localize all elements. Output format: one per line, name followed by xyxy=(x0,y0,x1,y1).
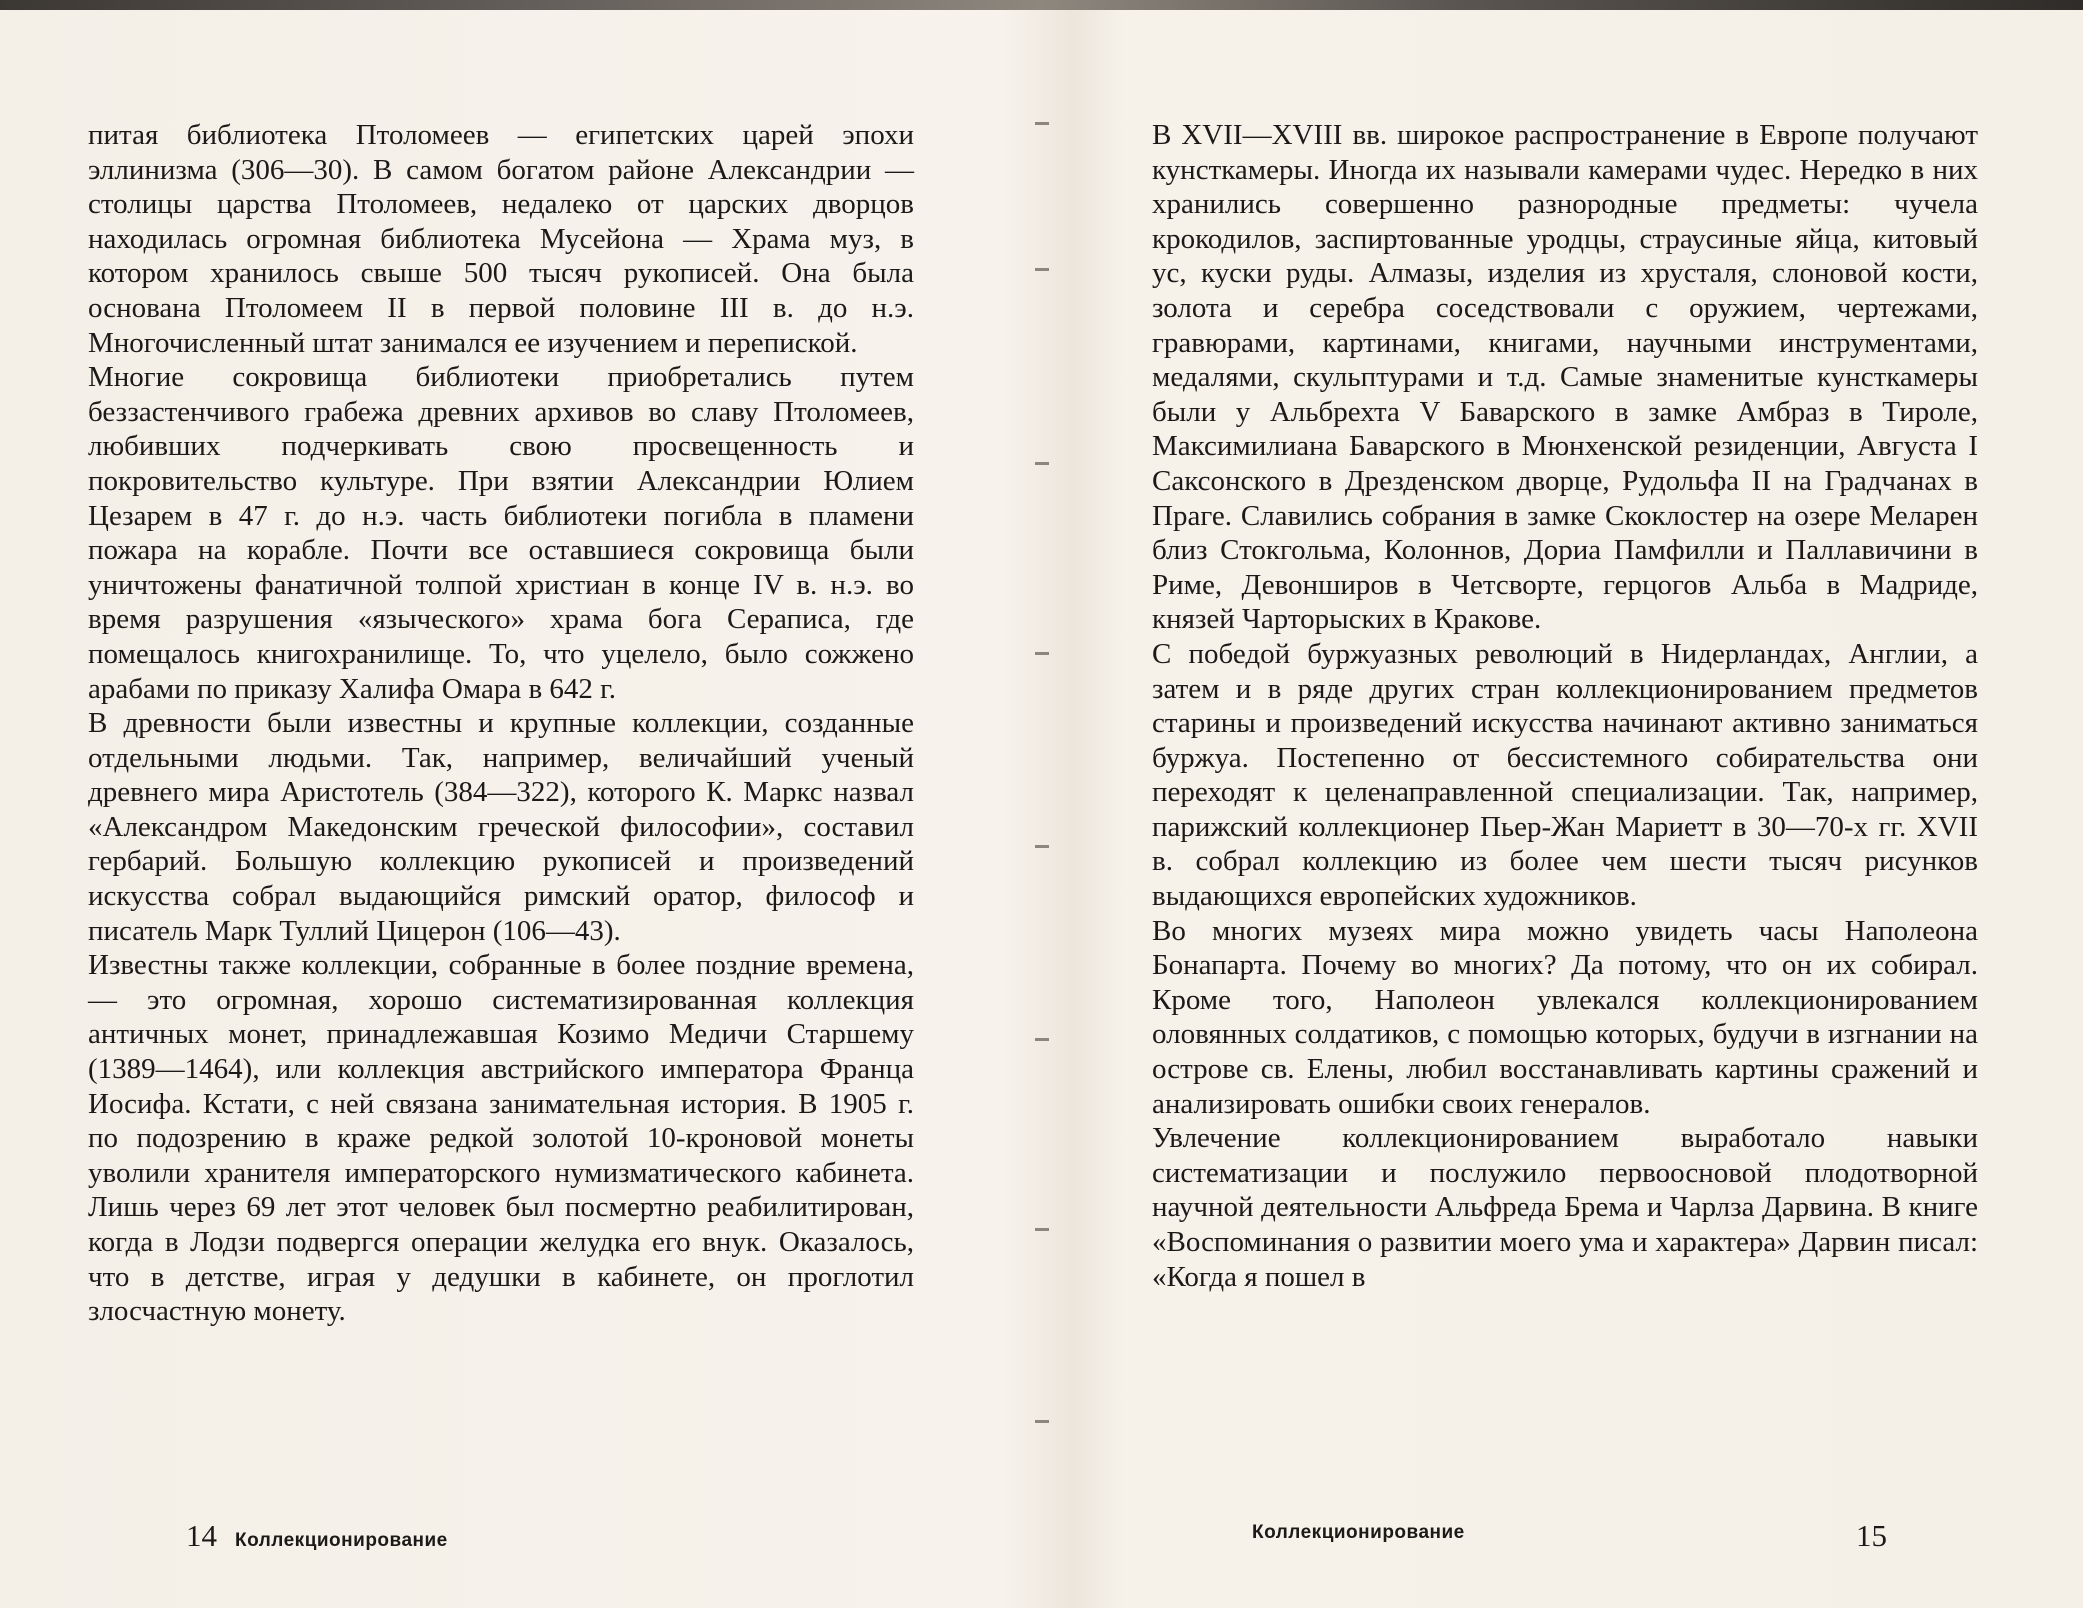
left-running-title: Коллекционирование xyxy=(235,1530,448,1551)
binding-mark xyxy=(1035,652,1049,655)
right-running-title: Коллекционирование xyxy=(1252,1522,1465,1543)
right-page-footer xyxy=(1252,1522,1465,1544)
binding-mark xyxy=(1035,268,1049,271)
left-page-footer xyxy=(186,1518,448,1554)
left-page-number: 14 xyxy=(186,1518,217,1553)
binding-mark xyxy=(1035,122,1049,125)
binding-mark xyxy=(1035,1228,1049,1231)
right-paragraph-2: С победой буржуазных революций в Нидерландах, Англии, а затем и в ряде других стран коллекционированием предметов старины и произведений искусства начинают активно заниматься буржуа. Постепенно от бессистемного собирательства они переходят к целенаправленной специализации. Так, например, парижский коллекционер Пьер-Жан Мариетт в 30—70-х гг. XVII в. собрал коллекцию из более чем шести тысяч рисунков выдающихся европейских художников. xyxy=(1152,637,1978,913)
left-paragraph-3: В древности были известны и крупные коллекции, созданные отдельными людьми. Так, например, величайший ученый древнего мира Аристотель (384—322), которого К. Маркс назвал «Александром Македонским греческой философии», составил гербарий. Большую коллекцию рукописей и произведений искусства собрал выдающийся римский оратор, философ и писатель Марк Туллий Цицерон (106—43). xyxy=(88,707,914,947)
right-paragraph-4: Увлечение коллекционированием выработало навыки систематизации и послужило первоосновой плодотворной научной деятельности Альфреда Брема и Чарлза Дарвина. В книге «Воспоминания о развитии моего ума и характера» Дарвин писал: «Когда я пошел в xyxy=(1152,1122,1978,1293)
gutter xyxy=(1025,100,1065,1400)
binding-mark xyxy=(1035,845,1049,848)
binding-mark xyxy=(1035,1038,1049,1041)
right-paragraph-3: Во многих музеях мира можно увидеть часы Наполеона Бонапарта. Почему во многих? Да потому, что он их собирал. Кроме того, Наполеон увлекался коллекционированием оловянных солдатиков, с помощью которых, будучи в изгнании на острове св. Елены, любил восстанавливать картины сражений и анализировать ошибки своих генералов. xyxy=(1152,914,1978,1120)
left-paragraph-4: Известны также коллекции, собранные в более поздние времена,— это огромная, хорошо систематизированная коллекция античных монет, принадлежавшая Козимо Медичи Старшему (1389—1464), или коллекция австрийского императора Франца Иосифа. Кстати, с ней связана занимательная история. В 1905 г. по подозрению в краже редкой золотой 10-кроновой монеты уволили хранителя императорского нумизматического кабинета. Лишь через 69 лет этот человек был посмертно реабилитирован, когда в Лодзи подвергся операции желудка его внук. Оказалось, что в детстве, играя у дедушки в кабинете, он проглотил злосчастную монету. xyxy=(88,949,914,1328)
left-page-body xyxy=(88,118,914,1329)
right-page-number-wrap xyxy=(1856,1518,1887,1554)
right-page-number: 15 xyxy=(1856,1518,1887,1553)
left-paragraph-1: питая библиотека Птоломеев — египетских царей эпохи эллинизма (306—30). В самом богатом районе Александрии — столицы царства Птоломеев, недалеко от царских дворцов находилась огромная библиотека Мусейона — Храма муз, в котором хранилось свыше 500 тысяч рукописей. Она была основана Птоломеем II в первой половине III в. до н.э. Многочисленный штат занимался ее изучением и перепиской. xyxy=(88,119,914,359)
page-top-edge xyxy=(0,0,2083,10)
left-paragraph-2: Многие сокровища библиотеки приобретались путем беззастенчивого грабежа древних архивов во славу Птоломеев, любивших подчеркивать свою просвещенность и покровительство культуре. При взятии Александрии Юлием Цезарем в 47 г. до н.э. часть библиотеки погибла в пламени пожара на корабле. Почти все оставшиеся сокровища были уничтожены фанатичной толпой христиан в конце IV в. н.э. во время разрушения «языческого» храма бога Сераписа, где помещалось книгохранилище. То, что уцелело, было сожжено арабами по приказу Халифа Омара в 642 г. xyxy=(88,361,914,705)
right-paragraph-1: В XVII—XVIII вв. широкое распространение в Европе получают кунсткамеры. Иногда их называли камерами чудес. Нередко в них хранились совершенно разнородные предметы: чучела крокодилов, заспиртованные уродцы, страусиные яйца, китовый ус, куски руды. Алмазы, изделия из хрусталя, слоновой кости, золота и серебра соседствовали с оружием, чертежами, гравюрами, картинами, книгами, научными инструментами, медалями, скульптурами и т.д. Самые знаменитые кунсткамеры были у Альбрехта V Баварского в замке Амбраз в Тироле, Максимилиана Баварского в Мюнхенской резиденции, Августа I Саксонского в Дрезденском дворце, Рудольфа II на Градчанах в Праге. Славились собрания в замке Скоклостер на озере Меларен близ Стокгольма, Колоннов, Дориа Памфилли и Паллавичини в Риме, Девонширов в Четсворте, герцогов Альба в Мадриде, князей Чарторыских в Кракове. xyxy=(1152,119,1978,636)
binding-mark xyxy=(1035,1420,1049,1423)
binding-mark xyxy=(1035,462,1049,465)
right-page-body xyxy=(1152,118,1978,1294)
